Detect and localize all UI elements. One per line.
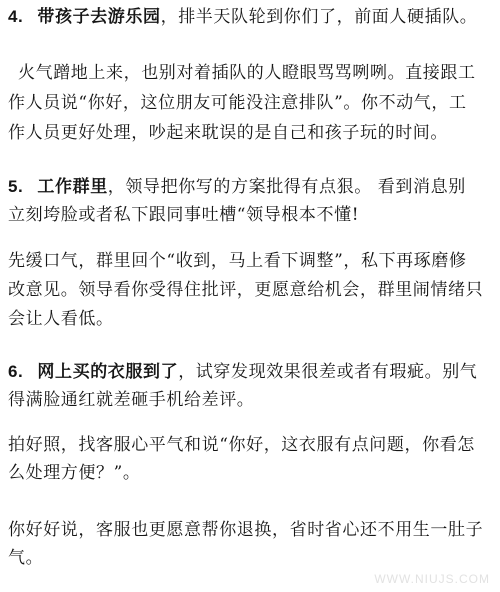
body-line: 么处理方便？”。 — [8, 463, 141, 483]
section-keyword: 带孩子去游乐园 — [37, 7, 161, 27]
section-heading-text: ，排半天队轮到你们了，前面人硬插队。 — [160, 7, 478, 27]
section-heading-line2: 立刻垮脸或者私下跟同事吐槽“领导根本不懂! — [8, 205, 360, 225]
section-heading-text: ，领导把你写的方案批得有点狠。 看到消息别 — [107, 177, 466, 197]
section-6-heading — [8, 361, 500, 383]
section-number: 6. — [8, 362, 24, 381]
body-line: 气。 — [8, 548, 44, 568]
watermark: WWW.NIUJS.COM — [374, 572, 490, 586]
section-keyword: 工作群里 — [37, 177, 108, 197]
body-line: 拍好照，找客服心平气和说“你好，这衣服有点问题，你看怎 — [8, 435, 475, 455]
section-heading-line2: 得满脸通红就差砸手机给差评。 — [8, 390, 255, 410]
section-number: 4. — [8, 7, 24, 26]
body-line: 先缓口气，群里回个“收到，马上看下调整”，私下再琢磨修 — [8, 251, 467, 271]
body-line: 作人员说“你好，这位朋友可能没注意排队”。你不动气，工 — [8, 93, 467, 113]
section-keyword: 网上买的衣服到了 — [37, 362, 179, 382]
body-line: 作人员更好处理，吵起来耽误的是自己和孩子玩的时间。 — [8, 123, 448, 143]
section-5-heading — [8, 176, 500, 198]
body-line: 改意见。领导看你受得住批评，更愿意给机会，群里闹情绪只 — [8, 280, 484, 300]
section-4-heading — [8, 6, 500, 28]
body-line: 火气蹭地上来，也别对着插队的人瞪眼骂骂咧咧。直接跟工 — [18, 63, 476, 83]
body-line: 会让人看低。 — [8, 309, 114, 329]
section-heading-text: ，试穿发现效果很差或者有瑕疵。别气 — [178, 362, 478, 382]
section-number: 5. — [8, 177, 24, 196]
body-line: 你好好说，客服也更愿意帮你退换，省时省心还不用生一肚子 — [8, 520, 484, 540]
